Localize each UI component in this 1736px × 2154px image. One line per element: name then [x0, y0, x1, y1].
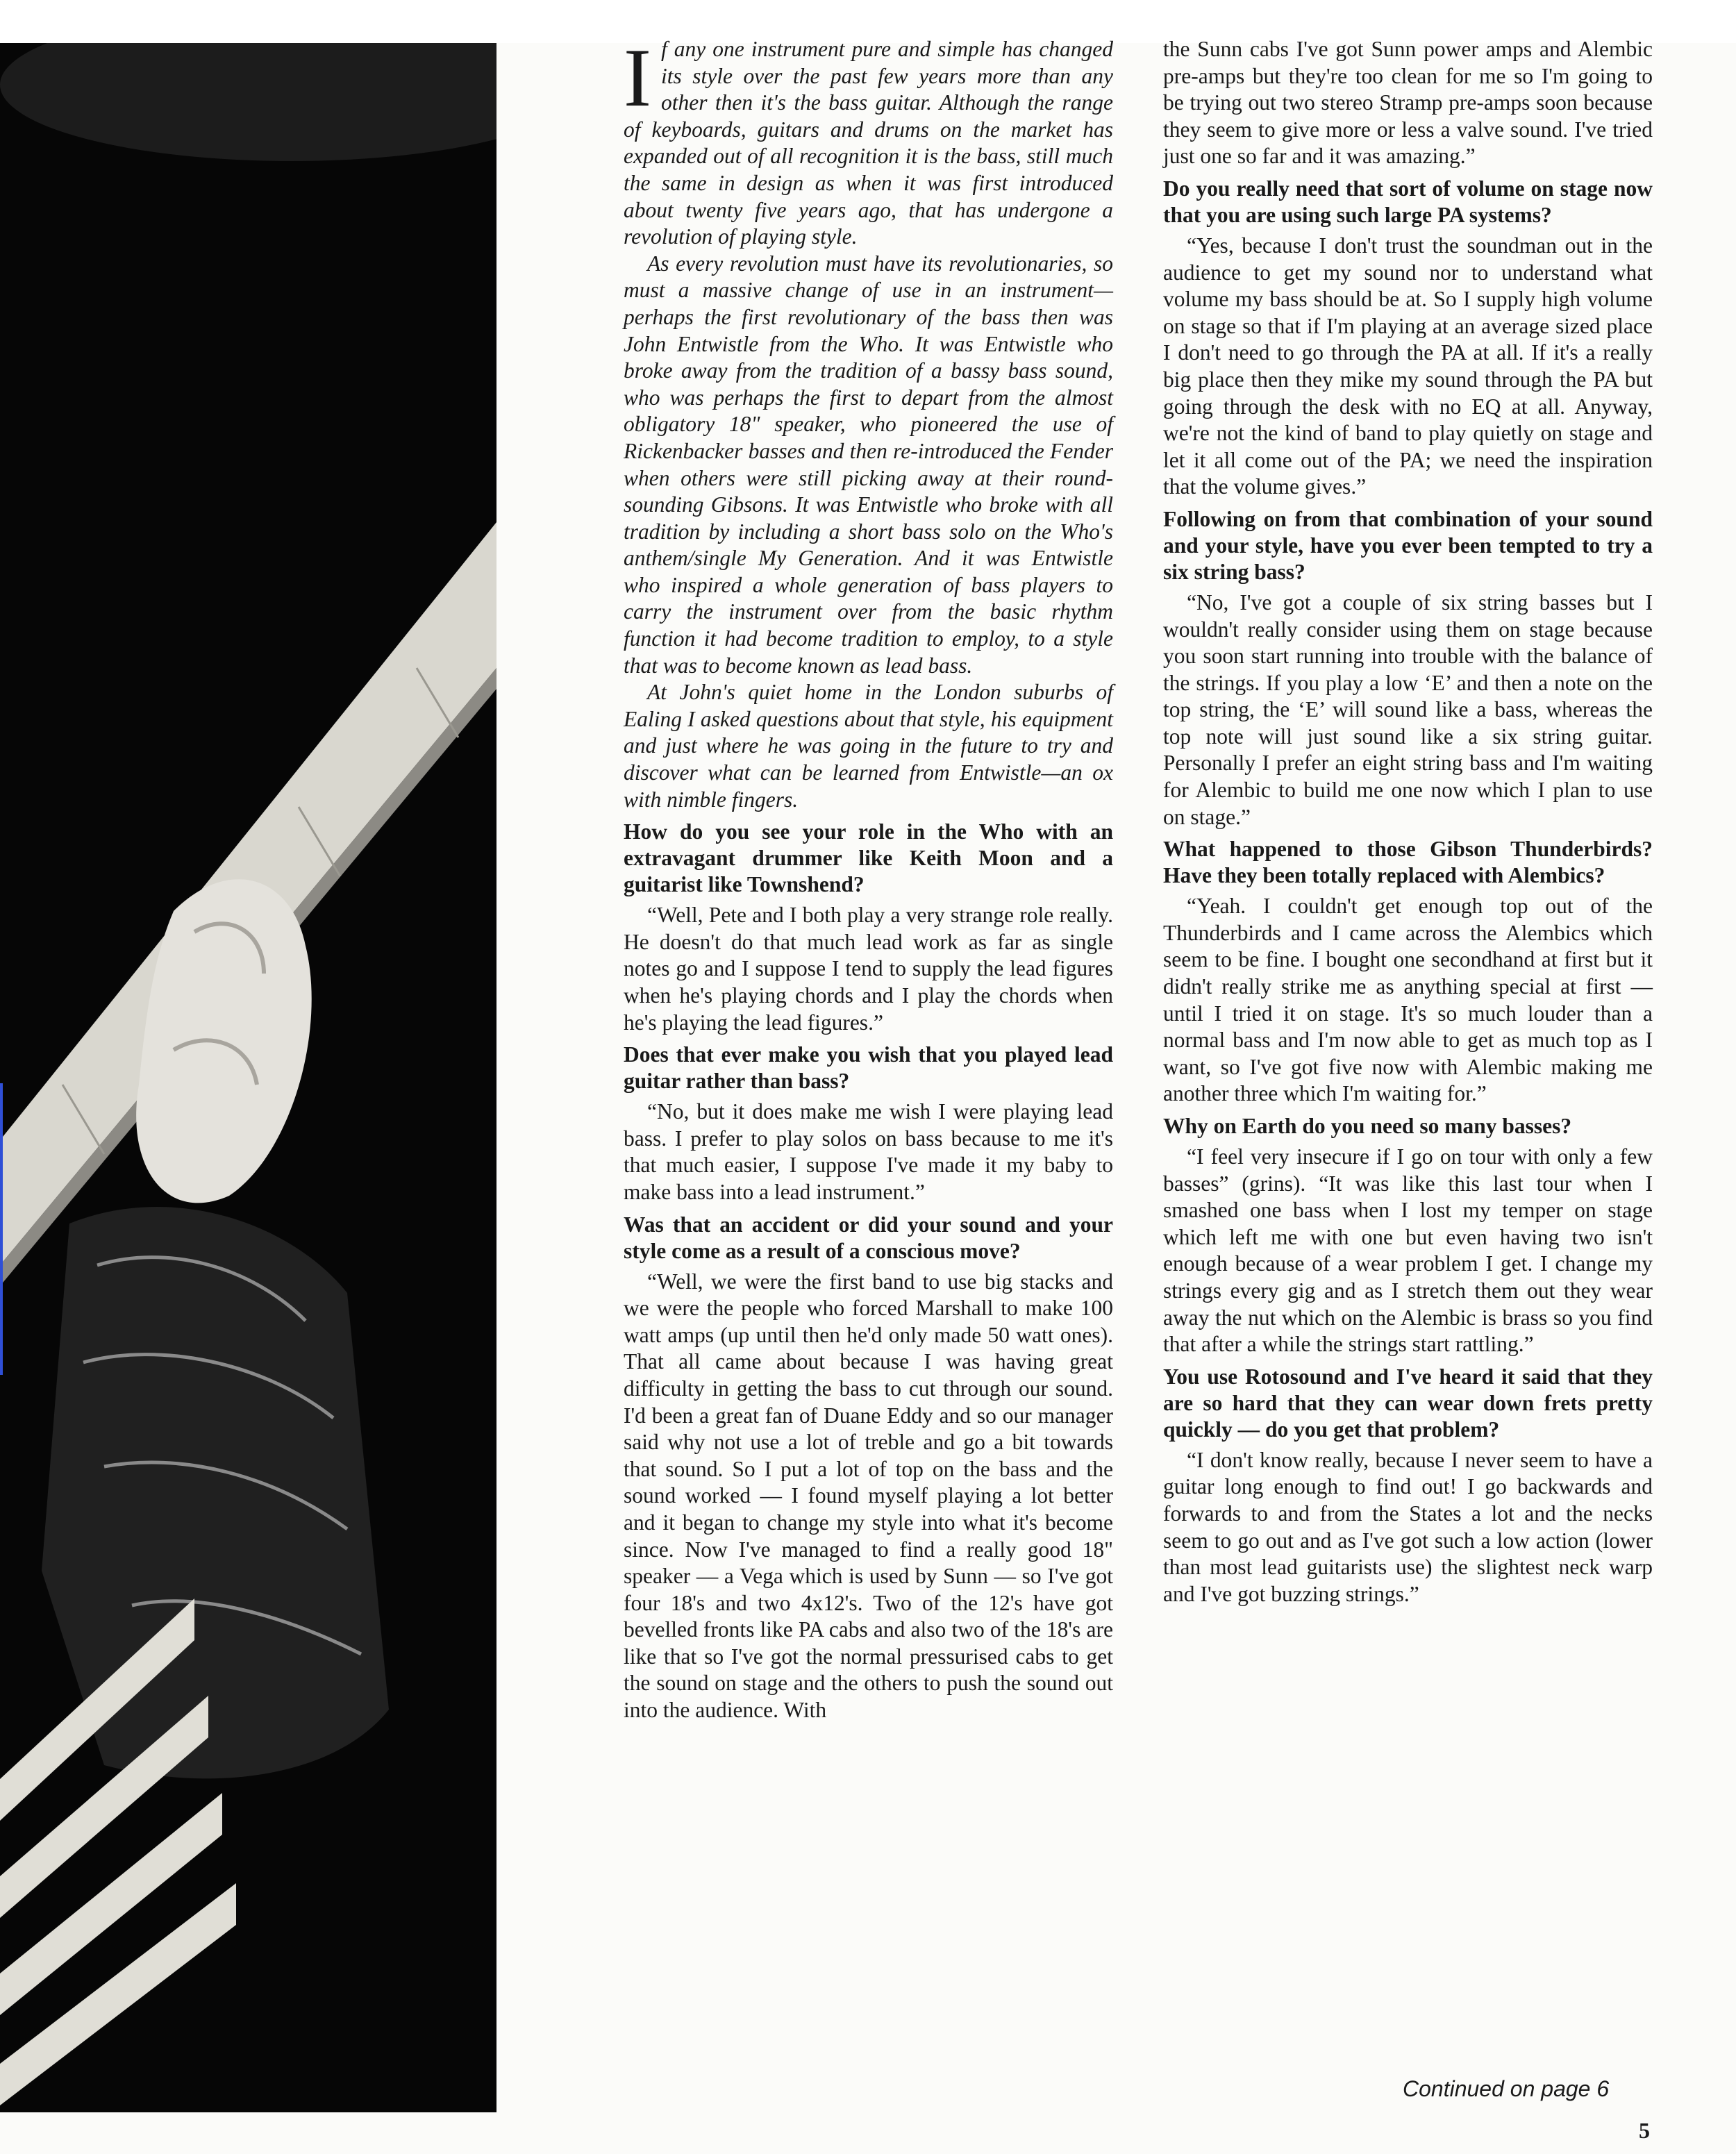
interview-question: Following on from that combination of your sound and your style, have you ever been tempted to try a six string bass? [1163, 506, 1653, 584]
intro-paragraph-1 [624, 31, 1113, 251]
scan-edge-mark [0, 1083, 3, 1375]
bassist-photo-illustration [0, 43, 496, 2112]
article-column-1 [624, 31, 1113, 1728]
drop-cap: I [624, 31, 651, 124]
intro-paragraph-3: At John's quiet home in the London suburbs of Ealing I asked questions about that style, his equipment and just where he was going in the future to try and discover what can be learned from Entwistle—an ox with nimble fingers. [624, 680, 1113, 812]
continued-answer: the Sunn cabs I've got Sunn power amps and Alembic pre-amps but they're too clean for me so I'm going to be trying out two stereo Stramp pre-amps soon because they seem to give more or less a valve sound. I've tried just one so far and it was amazing.” [1163, 37, 1653, 169]
bassist-photo [0, 43, 496, 2112]
interview-answer: “I feel very insecure if I go on tour with only a few basses” (grins). “It was like this last tour when I smashed one bass when I lost my temper on stage which left me with one but even having two isn't enough because of a wear problem I get. I change my strings every gig and as I stretch them out they wear away the nut which on the Alembic is brass so you find that after a while the strings start rattling.” [1163, 1144, 1653, 1357]
page-number: 5 [1639, 2118, 1650, 2143]
interview-question: Do you really need that sort of volume on stage now that you are using such large PA systems? [1163, 176, 1653, 227]
interview-answer: “Yes, because I don't trust the soundman out in the audience to get my sound nor to understand what volume my bass should be at. So I supply high volume on stage so that if I'm playing at an average sized place I don't need to go through the PA at all. If it's a really big place then they mike my sound through the PA but going through the desk with no EQ at all. Anyway, we're not the kind of band to play quietly on stage and let it all come out of the PA; we need the inspiration that the volume gives.” [1163, 233, 1653, 499]
interview-answer: “Yeah. I couldn't get enough top out of the Thunderbirds and I came across the Alembics which seem to be fine. I bought one secondhand at first but it didn't really strike me as anything special at first — until I tried it on stage. It's so much louder than a normal bass and I'm now able to get as much top as I want, so I've got five now with Alembic making me another three which I'm waiting for.” [1163, 894, 1653, 1106]
interview-question: Was that an accident or did your sound and your style come as a result of a conscious move? [624, 1212, 1113, 1263]
interview-answer: “Well, Pete and I both play a very strange role really. He doesn't do that much lead work as far as single notes go and I suppose I tend to supply the lead figures when he's playing chords and I play the chords when he's playing the lead figures.” [624, 903, 1113, 1035]
intro-paragraph-2: As every revolution must have its revolutionaries, so must a massive change of use in an instrument—perhaps the first revolutionary of the bass then was John Entwistle from the Who. It was Entwistle who broke away from the tradition of a bassy bass sound, who was perhaps the first to depart from the almost obligatory 18" speaker, who pioneered the use of Rickenbacker basses and then re-introduced the Fender when others were still picking away at their round-sounding Gibsons. It was Entwistle who broke with all tradition by including a short bass solo on the Who's anthem/single My Generation. And it was Entwistle who inspired a whole generation of bass players to carry the instrument over from the basic rhythm function it had become tradition to employ, to a style that was to become known as lead bass. [624, 251, 1113, 678]
interview-question: Why on Earth do you need so many basses? [1163, 1114, 1572, 1138]
interview-question: Does that ever make you wish that you played lead guitar rather than bass? [624, 1042, 1113, 1094]
interview-answer: “No, but it does make me wish I were playing lead bass. I prefer to play solos on bass because to me it's that much easier, I suppose I've made it my baby to make bass into a lead instrument.” [624, 1099, 1113, 1204]
interview-answer: “Well, we were the first band to use big stacks and we were the people who forced Marshall to make 100 watt amps (up until then he'd only made 50 watt ones). That all came about because I was having great difficulty in getting the bass to cut through our sound. I'd been a great fan of Duane Eddy and so our manager said why not use a lot of treble and go a bit towards that sound. So I put a lot of top on the bass and the sound worked — I found myself playing a lot better and it began to change my style into what it's become since. Now I've managed to find a really good 18" speaker — a Vega which is used by Sunn — so I've got four 18's and two 4x12's. Two of the 12's have got bevelled fronts like PA cabs and also two of the 18's are like that so I've got the normal pressurised cabs to get the sound on stage and the others to push the sound out into the audience. With [624, 1269, 1113, 1723]
interview-answer: “No, I've got a couple of six string basses but I wouldn't really consider using them on stage because you soon start running into trouble with the balance of the strings. If you play a low ‘E’ and then a note on the top string, the ‘E’ will sound like a bass, whereas the top note will just sound like a six string guitar. Personally I prefer an eight string bass and I'm waiting for Alembic to build me one now which I plan to use on stage.” [1163, 590, 1653, 829]
continued-on-page-link: Continued on page 6 [1403, 2076, 1610, 2101]
article-column-2 [1163, 36, 1653, 1612]
interview-question: What happened to those Gibson Thunderbirds? Have they been totally replaced with Alembics? [1163, 837, 1653, 888]
intro-text-1: f any one instrument pure and simple has changed its style over the past few years more than any other then it's the bass guitar. Although the range of keyboards, guitars and drums on the market has expanded out of all recognition it is the bass, still much the same in design as when it was first introduced about twenty five years ago, that has undergone a revolution of playing style. [624, 37, 1113, 249]
interview-question: You use Rotosound and I've heard it said that they are so hard that they can wear down frets pretty quickly — do you get that problem? [1163, 1364, 1653, 1442]
interview-answer: “I don't know really, because I never seem to have a guitar long enough to find out! I go backwards and forwards to and from the States a lot and the necks seem to go out and as I've got such a low action (lower than most lead guitarists use) the slightest neck warp and I've got buzzing strings.” [1163, 1447, 1653, 1606]
interview-question: How do you see your role in the Who with an extravagant drummer like Keith Moon and a guitarist like Townshend? [624, 819, 1113, 897]
